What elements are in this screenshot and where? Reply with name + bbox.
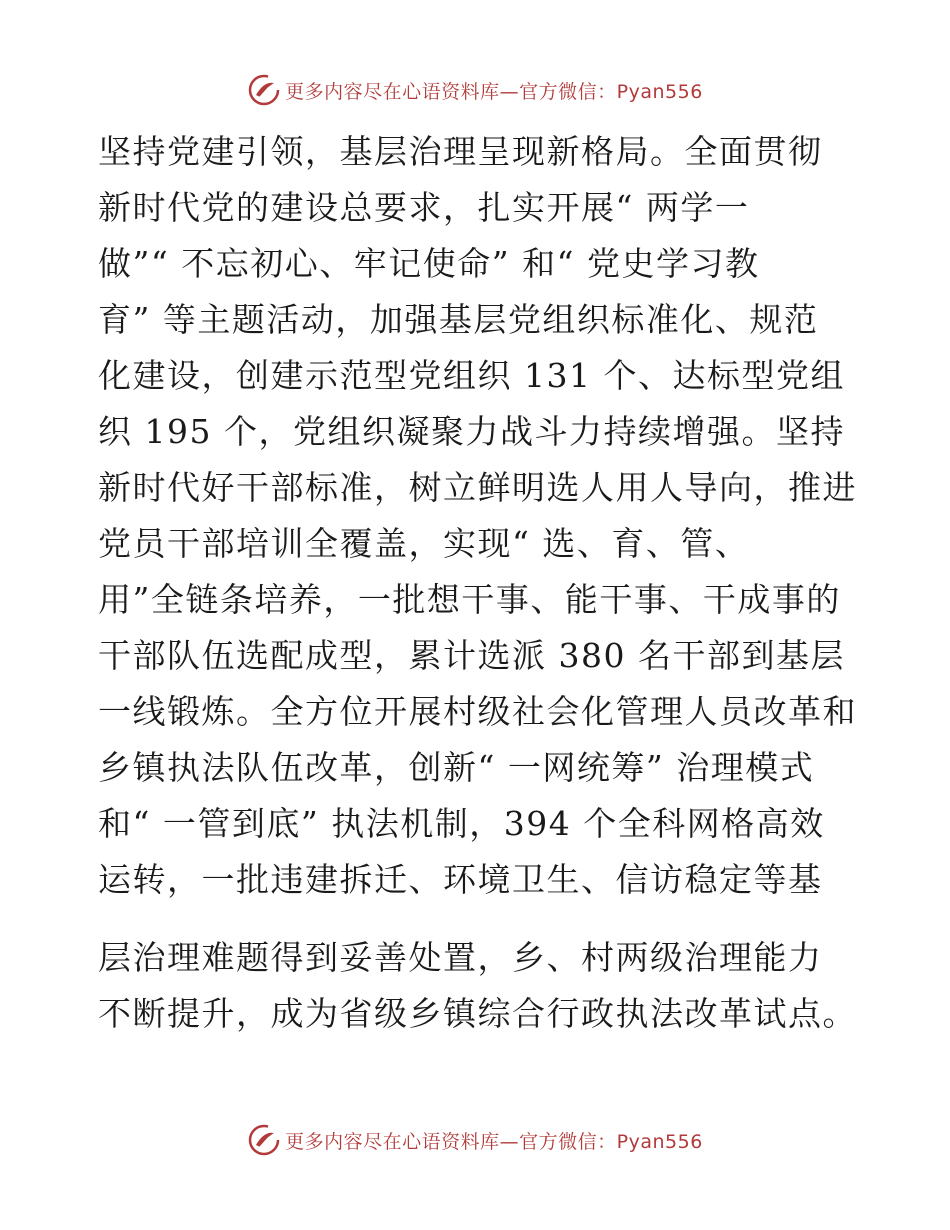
footer-banner-text xyxy=(285,1127,703,1154)
text-line: 坚持党建引领，基层治理呈现新格局。全面贯彻 xyxy=(98,132,823,171)
text-line: 和“ 一管到底” 执法机制，394 个全科网格高效 xyxy=(98,804,825,843)
header-wechat-text: 官方微信：Pyan556 xyxy=(519,80,703,103)
text-line: 乡镇执法队伍改革，创新“ 一网统筹” 治理模式 xyxy=(98,748,815,787)
header-banner xyxy=(0,70,950,110)
text-line: 育” 等主题活动，加强基层党组织标准化、规范 xyxy=(98,300,819,339)
footer-wechat-text: 官方微信：Pyan556 xyxy=(519,1130,703,1153)
footer-separator: — xyxy=(499,1130,520,1153)
text-line: 用”全链条培养，一批想干事、能干事、干成事的 xyxy=(98,580,841,619)
pen-swirl-logo-icon xyxy=(247,73,281,107)
header-banner-text xyxy=(285,77,703,104)
paragraph-2 xyxy=(98,930,858,1042)
document-body xyxy=(98,124,858,1042)
text-line: 新时代好干部标准，树立鲜明选人用人导向，推进 xyxy=(98,468,857,507)
paragraph-1 xyxy=(98,124,858,908)
header-site-text: 更多内容尽在心语资料库 xyxy=(285,80,500,103)
text-line: 化建设，创建示范型党组织 131 个、达标型党组 xyxy=(98,356,845,395)
text-line: 运转，一批违建拆迁、环境卫生、信访稳定等基 xyxy=(98,860,823,899)
pen-swirl-logo-icon xyxy=(247,1123,281,1157)
footer-banner xyxy=(0,1120,950,1160)
header-separator: — xyxy=(499,80,520,103)
text-line: 织 195 个，党组织凝聚力战斗力持续增强。坚持 xyxy=(98,412,845,451)
text-line: 干部队伍选配成型，累计选派 380 名干部到基层 xyxy=(98,636,845,675)
text-line: 新时代党的建设总要求，扎实开展“ 两学一 xyxy=(98,188,750,227)
text-line: 一线锻炼。全方位开展村级社会化管理人员改革和 xyxy=(98,692,857,731)
text-line: 层治理难题得到妥善处置，乡、村两级治理能力 xyxy=(98,938,823,977)
text-line: 做”“ 不忘初心、牢记使命” 和“ 党史学习教 xyxy=(98,244,760,283)
text-line: 党员干部培训全覆盖，实现“ 选、育、管、 xyxy=(98,524,750,563)
paragraph-gap xyxy=(98,908,858,930)
text-line: 不断提升，成为省级乡镇综合行政执法改革试点。 xyxy=(98,994,857,1033)
footer-site-text: 更多内容尽在心语资料库 xyxy=(285,1130,500,1153)
